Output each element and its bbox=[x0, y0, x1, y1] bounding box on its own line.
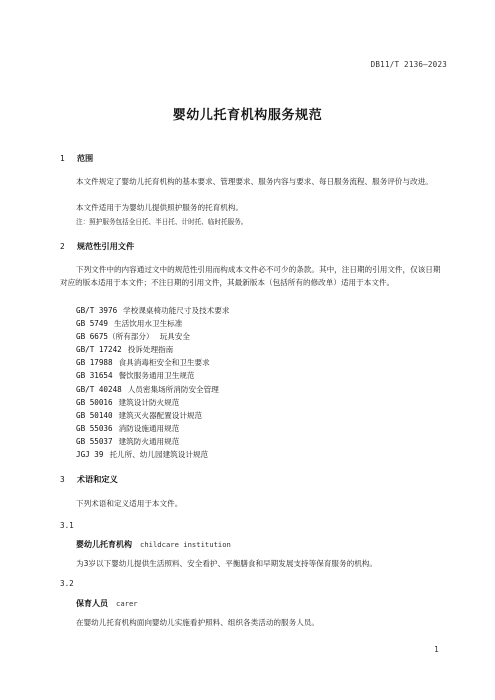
reference-code: GB 55037 bbox=[76, 436, 113, 446]
section-2-title: 规范性引用文件 bbox=[76, 241, 135, 251]
reference-code: GB 50016 bbox=[76, 397, 113, 407]
reference-item bbox=[76, 383, 229, 396]
reference-title: 人员密集场所消防安全管理 bbox=[127, 384, 219, 394]
reference-item bbox=[76, 435, 229, 448]
reference-item bbox=[76, 317, 229, 330]
term-definition: 为3岁以下婴幼儿提供生活照料、安全看护、平衡膳食和早期发展支持等保育服务的机构。 bbox=[76, 559, 377, 568]
reference-item bbox=[76, 330, 229, 343]
reference-title: 餐饮服务通用卫生规范 bbox=[118, 371, 195, 381]
reference-item bbox=[76, 343, 229, 356]
reference-code: GB 6675（所有部分） bbox=[76, 332, 154, 342]
reference-code: GB 55036 bbox=[76, 423, 113, 433]
reference-title: 建筑防火通用规范 bbox=[118, 436, 180, 446]
section-3-heading bbox=[60, 474, 118, 485]
section-2-number: 2 bbox=[60, 242, 65, 251]
section-3-number: 3 bbox=[60, 475, 65, 484]
reference-title: 建筑设计防火规范 bbox=[118, 397, 180, 407]
section-1-paragraph-2: 本文件适用于为婴幼儿提供照护服务的托育机构。 bbox=[76, 203, 244, 212]
reference-item bbox=[76, 396, 229, 409]
section-2-heading bbox=[60, 241, 134, 252]
term-number: 3.1 bbox=[60, 521, 74, 530]
reference-code: GB 5749 bbox=[76, 319, 109, 329]
section-1-title: 范围 bbox=[76, 153, 94, 163]
normative-reference-list bbox=[76, 304, 229, 461]
reference-title: 建筑灭火器配置设计规范 bbox=[118, 410, 203, 420]
reference-title: 学校课桌椅功能尺寸及技术要求 bbox=[123, 306, 230, 315]
reference-item bbox=[76, 409, 229, 422]
term-english: childcare institution bbox=[140, 540, 231, 549]
reference-item bbox=[76, 369, 229, 382]
term-heading bbox=[76, 598, 138, 609]
term-heading bbox=[76, 539, 231, 550]
section-1-heading bbox=[60, 153, 93, 164]
term-number: 3.2 bbox=[60, 579, 74, 588]
section-1-paragraph-1: 本文件规定了婴幼儿托育机构的基本要求、管理要求、服务内容与要求、每日服务流程、服务评价与改进。 bbox=[76, 177, 433, 186]
section-3-paragraph: 下列术语和定义适用于本文件。 bbox=[76, 499, 183, 508]
reference-code: GB/T 3976 bbox=[76, 306, 118, 315]
reference-code: JGJ 39 bbox=[76, 450, 104, 460]
term-name: 保育人员 bbox=[76, 599, 108, 608]
reference-code: GB/T 40248 bbox=[76, 384, 122, 394]
reference-item bbox=[76, 448, 229, 461]
reference-code: GB 31654 bbox=[76, 371, 113, 381]
reference-title: 投诉处理指南 bbox=[127, 345, 174, 355]
reference-title: 托儿所、幼儿园建筑设计规范 bbox=[109, 450, 209, 460]
document-code: DB11/T 2136—2023 bbox=[370, 60, 447, 69]
page-number: 1 bbox=[434, 645, 439, 654]
reference-code: GB/T 17242 bbox=[76, 345, 122, 355]
reference-title: 消防设施通用规范 bbox=[118, 423, 180, 433]
reference-title: 玩具安全 bbox=[159, 332, 190, 342]
reference-code: GB 17988 bbox=[76, 358, 113, 368]
section-2-paragraph: 下列文件中的内容通过文中的规范性引用而构成本文件必不可少的条款。其中，注日期的引用文件，仅该日期对应的版本适用于本文件；不注日期的引用文件，其最新版本（包括所有的修改单）适用于本文件。 bbox=[60, 265, 441, 288]
term-english: carer bbox=[116, 599, 138, 608]
reference-title: 食具消毒柜安全和卫生要求 bbox=[118, 358, 210, 368]
term-definition: 在婴幼儿托育机构面向婴幼儿实施看护照料、组织各类活动的服务人员。 bbox=[76, 618, 319, 627]
reference-code: GB 50140 bbox=[76, 410, 113, 420]
section-3-title: 术语和定义 bbox=[76, 474, 118, 484]
reference-title: 生活饮用水卫生标准 bbox=[114, 319, 183, 329]
reference-item bbox=[76, 422, 229, 435]
reference-item bbox=[76, 304, 229, 317]
term-name: 婴幼儿托育机构 bbox=[76, 540, 132, 549]
document-title: 婴幼儿托育机构服务规范 bbox=[172, 108, 323, 123]
section-1-note: 注：照护服务包括全日托、半日托、计时托、临时托服务。 bbox=[76, 218, 248, 226]
section-1-number: 1 bbox=[60, 154, 65, 163]
reference-item bbox=[76, 356, 229, 369]
